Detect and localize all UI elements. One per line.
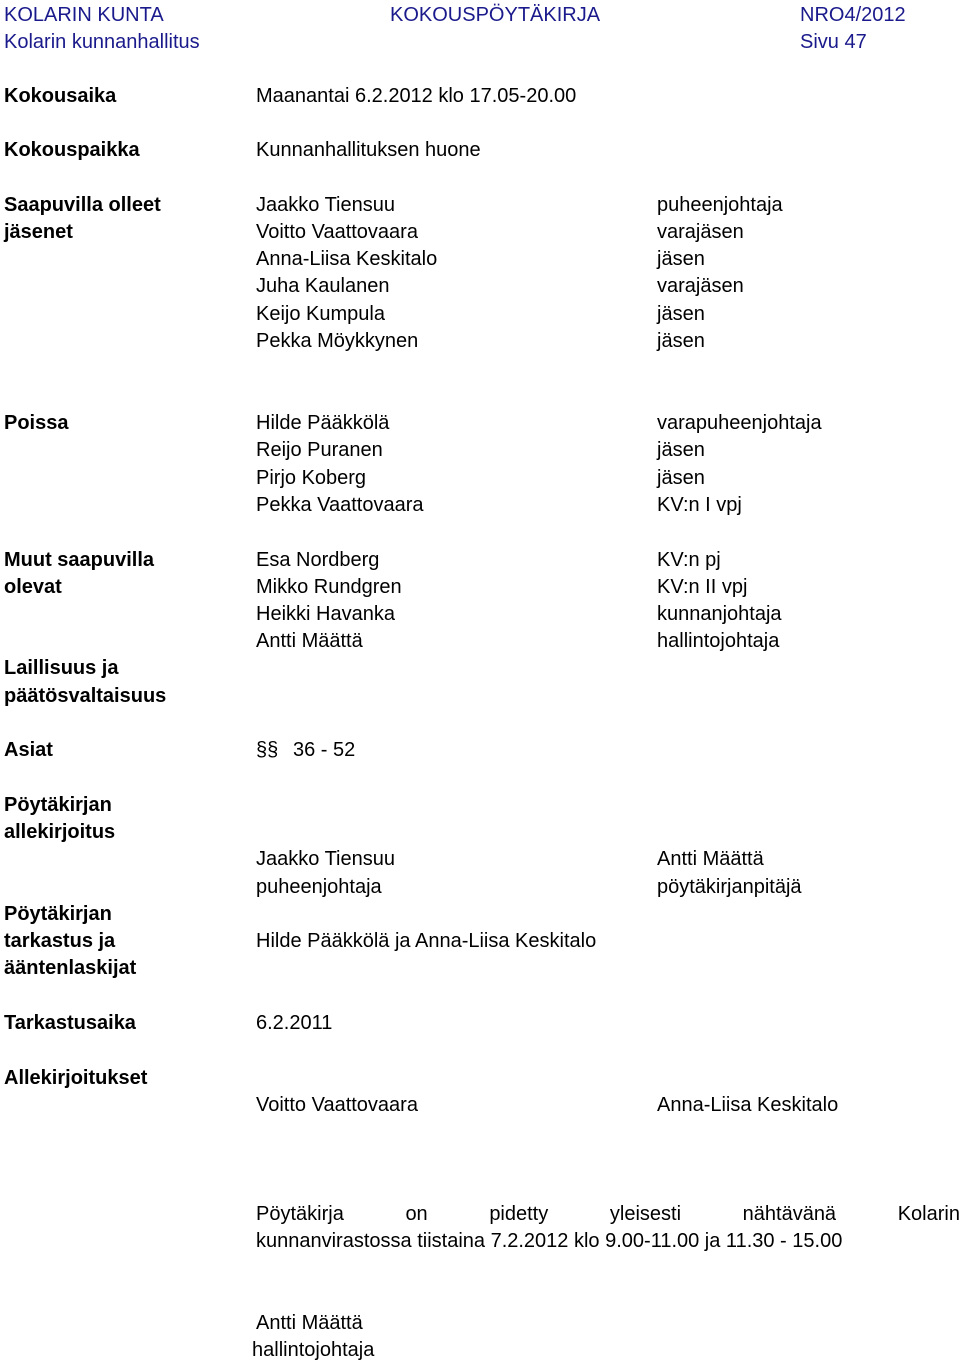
member-role: varapuheenjohtaja <box>657 412 822 434</box>
notice-word: yleisesti <box>609 1203 682 1225</box>
member-role: kunnanjohtaja <box>657 603 782 625</box>
member-name: Heikki Havanka <box>256 603 395 625</box>
member-name: Anna-Liisa Keskitalo <box>256 248 438 270</box>
notice-word: Pöytäkirja <box>256 1203 344 1225</box>
notice-word: pidetty <box>489 1203 549 1225</box>
meeting-place-label: Kokouspaikka <box>4 139 140 161</box>
notice-word: Kolarin <box>897 1203 960 1225</box>
inspection-time-value: 6.2.2011 <box>256 1012 333 1034</box>
signatures-label: Allekirjoitukset <box>4 1067 148 1089</box>
member-role: jäsen <box>657 248 705 270</box>
member-name: Antti Määttä <box>256 630 363 652</box>
certifier-role: hallintojohtaja <box>252 1339 375 1361</box>
member-role: jäsen <box>657 467 705 489</box>
signing-label-line2: allekirjoitus <box>4 821 116 843</box>
member-name: Juha Kaulanen <box>256 275 390 297</box>
document-number: NRO4/2012 <box>800 4 906 26</box>
member-name: Pekka Möykkynen <box>256 330 419 352</box>
inspection-label-line3: ääntenlaskijat <box>4 957 137 979</box>
member-role: jäsen <box>657 303 705 325</box>
meeting-place-value: Kunnanhallituksen huone <box>256 139 481 161</box>
absent-label: Poissa <box>4 412 69 434</box>
member-role: hallintojohtaja <box>657 630 780 652</box>
member-role: varajäsen <box>657 275 744 297</box>
member-name: Pekka Vaattovaara <box>256 494 424 516</box>
member-name: Mikko Rundgren <box>256 576 402 598</box>
public-notice-line1 <box>256 1201 960 1228</box>
document-type: KOKOUSPÖYTÄKIRJA <box>390 4 601 26</box>
member-name: Jaakko Tiensuu <box>256 194 395 216</box>
member-role: jäsen <box>657 439 705 461</box>
public-notice <box>256 1201 960 1255</box>
member-role: KV:n pj <box>657 549 721 571</box>
member-role: KV:n II vpj <box>657 576 748 598</box>
member-role: puheenjohtaja <box>657 194 783 216</box>
chair-name: Jaakko Tiensuu <box>256 848 395 870</box>
legality-label-line2: päätösvaltaisuus <box>4 685 167 707</box>
member-role: KV:n I vpj <box>657 494 742 516</box>
signing-label-line1: Pöytäkirjan <box>4 794 112 816</box>
meeting-time-label: Kokousaika <box>4 85 117 107</box>
others-label-line2: olevat <box>4 576 62 598</box>
member-name: Voitto Vaattovaara <box>256 221 418 243</box>
certifier-name: Antti Määttä <box>256 1312 363 1334</box>
secretary-name: Antti Määttä <box>657 848 764 870</box>
inspection-label-line1: Pöytäkirjan <box>4 903 112 925</box>
items-range: 36 - 52 <box>293 739 356 761</box>
meeting-time-value: Maanantai 6.2.2012 klo 17.05-20.00 <box>256 85 577 107</box>
member-name: Hilde Pääkkölä <box>256 412 390 434</box>
present-label-line1: Saapuvilla olleet <box>4 194 161 216</box>
chair-role: puheenjohtaja <box>256 876 382 898</box>
member-role: jäsen <box>657 330 705 352</box>
section-symbol-icon: §§ <box>256 739 279 761</box>
inspection-label-line2: tarkastus ja <box>4 930 116 952</box>
inspection-time-label: Tarkastusaika <box>4 1012 136 1034</box>
secretary-role: pöytäkirjanpitäjä <box>657 876 802 898</box>
present-label-line2: jäsenet <box>4 221 73 243</box>
inspectors-names: Hilde Pääkkölä ja Anna-Liisa Keskitalo <box>256 930 597 952</box>
member-name: Esa Nordberg <box>256 549 380 571</box>
page-number: Sivu 47 <box>800 31 867 53</box>
member-role: varajäsen <box>657 221 744 243</box>
signer-2: Anna-Liisa Keskitalo <box>657 1094 839 1116</box>
items-label: Asiat <box>4 739 53 761</box>
municipality-name: KOLARIN KUNTA <box>4 4 164 26</box>
member-name: Reijo Puranen <box>256 439 383 461</box>
notice-word: on <box>405 1203 428 1225</box>
governing-body: Kolarin kunnanhallitus <box>4 31 200 53</box>
legality-label-line1: Laillisuus ja <box>4 657 119 679</box>
member-name: Pirjo Koberg <box>256 467 367 489</box>
member-name: Keijo Kumpula <box>256 303 385 325</box>
others-label-line1: Muut saapuvilla <box>4 549 155 571</box>
public-notice-line2: kunnanvirastossa tiistaina 7.2.2012 klo 9.00-11.00 ja 11.30 - 15.00 <box>256 1230 843 1252</box>
notice-word: nähtävänä <box>742 1203 837 1225</box>
signer-1: Voitto Vaattovaara <box>256 1094 418 1116</box>
